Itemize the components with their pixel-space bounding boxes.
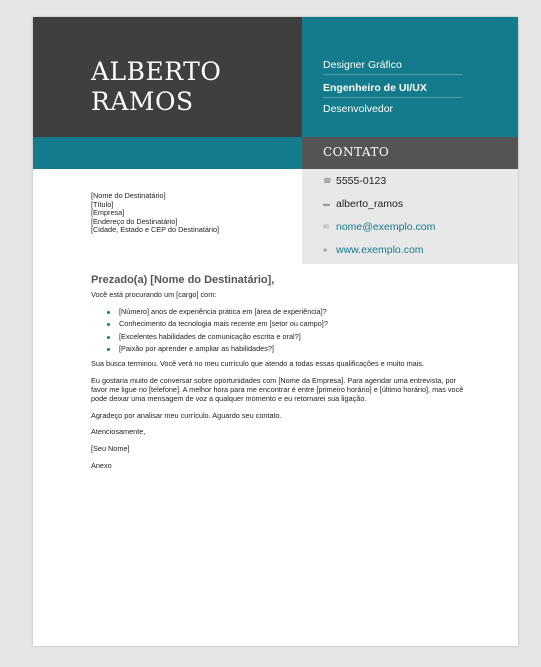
recipient-line: [Empresa] [91, 208, 125, 218]
role-item: Desenvolvedor [323, 103, 394, 115]
greeting: Prezado(a) [Nome do Destinatário], [91, 274, 275, 286]
recipient-address [91, 192, 219, 235]
letter-body [91, 276, 466, 479]
contact-email[interactable] [323, 221, 435, 233]
list-item: [Excelentes habilidades de comunicação escrita e oral?] [119, 333, 466, 342]
qualifications-list [91, 308, 466, 354]
contact-username [323, 198, 403, 210]
contact-title: CONTATO [323, 145, 390, 159]
name-block [33, 17, 302, 137]
intro-text: Você está procurando um [cargo] com: [91, 289, 217, 299]
paragraph: Agradeço por analisar meu currículo. Aguardo seu contato. [91, 410, 282, 420]
roles-block [302, 17, 518, 137]
document-page [33, 17, 518, 646]
email-link[interactable]: nome@exemplo.com [336, 221, 436, 233]
contact-box [302, 169, 518, 264]
contact-phone [323, 175, 386, 187]
contact-website[interactable] [323, 244, 424, 256]
name-last: RAMOS [91, 87, 194, 116]
phone-text: 5555-0123 [336, 175, 387, 187]
paragraph: Sua busca terminou. Você verá no meu currículo que atendo a todas essas qualificações e muito mais. [91, 358, 425, 368]
role-item: Designer Gráfico [323, 59, 463, 75]
paragraph: Eu gostaria muito de conversar sobre oportunidades com [Nome da Empresa]. Para agendar uma entrevista, por favor me ligue no [telefone]. A melhor hora para me encontrar é entre [primeiro horário] e [último horário], mas você pode deixar uma mensagem de voz a qualquer momento e eu retornarei sua ligação. [91, 375, 464, 403]
email-icon: ✉ [323, 224, 329, 231]
role-item: Engenheiro de UI/UX [323, 82, 463, 98]
closing: Atenciosamente, [91, 427, 146, 437]
recipient-line: [Nome do Destinatário] [91, 191, 166, 200]
website-link[interactable]: www.exemplo.com [336, 244, 424, 256]
recipient-line: [Cidade, Estado e CEP do Destinatário] [91, 225, 220, 235]
list-item: Conhecimento da tecnologia mais recente em [setor ou campo]? [119, 320, 466, 329]
list-item: [Paixão por aprender e ampliar as habilidades?] [119, 345, 466, 354]
signature: [Seu Nome] [91, 444, 130, 454]
list-item: [Número] anos de experiência prática em [área de experiência]? [119, 308, 466, 317]
recipient-line: [Endereço do Destinatário] [91, 216, 178, 226]
globe-icon: ● [323, 247, 328, 254]
accent-band [33, 137, 302, 169]
chat-icon: ▬ [323, 201, 330, 208]
attachment-note: Anexo [91, 461, 112, 471]
username-text: alberto_ramos [336, 198, 404, 210]
recipient-line: [Título] [91, 199, 114, 209]
phone-icon: ☎ [323, 178, 332, 185]
contact-header [302, 137, 518, 169]
name-first: ALBERTO [91, 57, 222, 86]
